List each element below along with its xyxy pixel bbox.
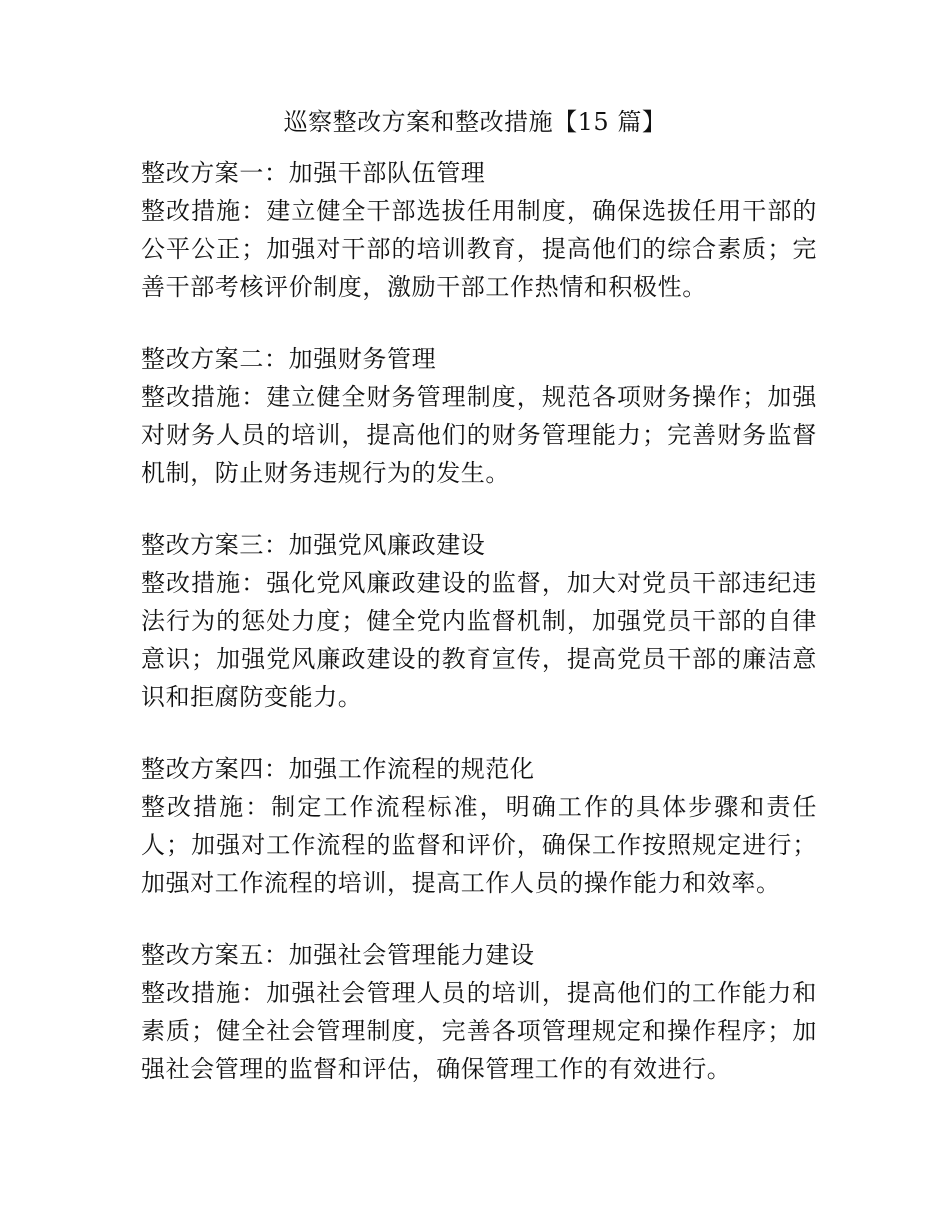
document-body (141, 154, 817, 1122)
section-heading: 整改方案三：加强党风廉政建设 (141, 531, 486, 559)
section-4 (141, 750, 817, 902)
document-title: 巡察整改方案和整改措施【15 篇】 (283, 108, 667, 136)
section-heading: 整改方案二：加强财务管理 (141, 345, 437, 373)
section-5 (141, 936, 817, 1088)
section-measures: 整改措施：建立健全财务管理制度，规范各项财务操作；加强对财务人员的培训，提高他们的财务管理能力；完善财务监督机制，防止财务违规行为的发生。 (141, 383, 817, 487)
section-heading: 整改方案一：加强干部队伍管理 (141, 159, 486, 187)
section-2 (141, 340, 817, 492)
section-measures: 整改措施：制定工作流程标准，明确工作的具体步骤和责任人；加强对工作流程的监督和评价，确保工作按照规定进行；加强对工作流程的培训，提高工作人员的操作能力和效率。 (141, 793, 817, 897)
section-measures: 整改措施：建立健全干部选拔任用制度，确保选拔任用干部的公平公正；加强对干部的培训教育，提高他们的综合素质；完善干部考核评价制度，激励干部工作热情和积极性。 (141, 197, 817, 301)
section-heading: 整改方案四：加强工作流程的规范化 (141, 755, 535, 783)
section-measures: 整改措施：加强社会管理人员的培训，提高他们的工作能力和素质；健全社会管理制度，完善各项管理规定和操作程序；加强社会管理的监督和评估，确保管理工作的有效进行。 (141, 979, 817, 1083)
section-heading: 整改方案五：加强社会管理能力建设 (141, 941, 535, 969)
section-measures: 整改措施：强化党风廉政建设的监督，加大对党员干部违纪违法行为的惩处力度；健全党内监督机制，加强党员干部的自律意识；加强党风廉政建设的教育宣传，提高党员干部的廉洁意识和拒腐防变能力。 (141, 569, 817, 711)
section-3 (141, 526, 817, 716)
section-1 (141, 154, 817, 306)
